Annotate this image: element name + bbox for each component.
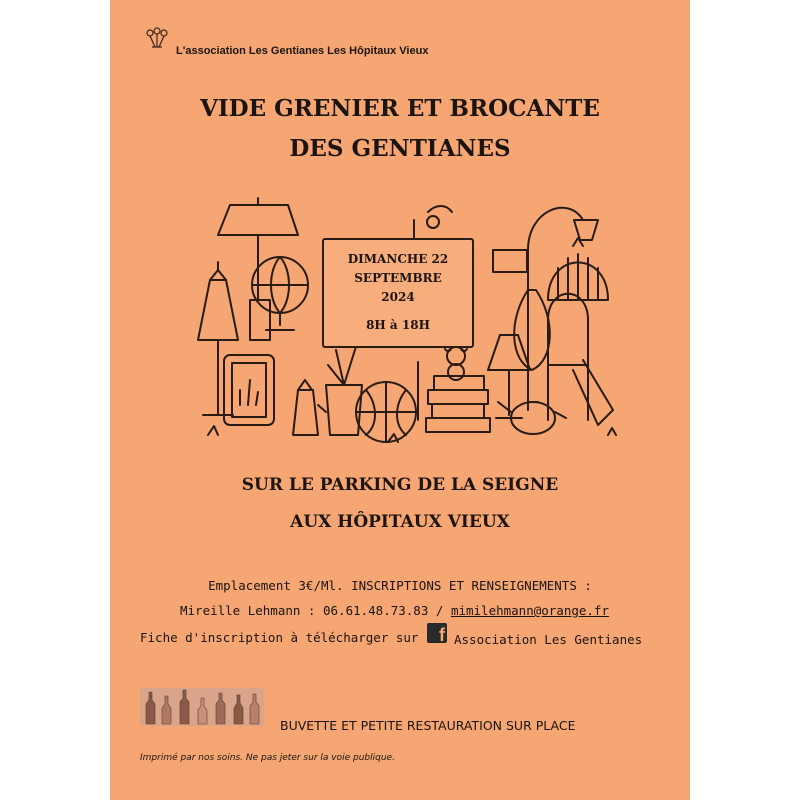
location-line-1: SUR LE PARKING DE LA SEIGNE bbox=[241, 475, 559, 495]
title-line-1: VIDE GRENIER ET BROCANTE bbox=[200, 95, 600, 122]
facebook-page-name: Association Les Gentianes bbox=[454, 632, 643, 647]
footnote: Imprimé par nos soins. Ne pas jeter sur la voie publique. bbox=[140, 753, 395, 763]
facebook-icon: f bbox=[427, 623, 447, 643]
flower-bouquet-icon bbox=[142, 27, 172, 51]
contact-name-phone: Mireille Lehmann : 06.61.48.73.83 / bbox=[180, 603, 444, 618]
location-line-2: AUX HÔPITAUX VIEUX bbox=[290, 512, 510, 532]
sign-hours: 8H à 18H bbox=[366, 318, 430, 332]
sign-day: DIMANCHE 22 bbox=[347, 252, 449, 266]
buvette-text: BUVETTE ET PETITE RESTAURATION SUR PLACE bbox=[280, 718, 576, 733]
sign-year: 2024 bbox=[381, 290, 415, 304]
download-text: Fiche d'inscription à télécharger sur bbox=[140, 630, 419, 645]
sign-month: SEPTEMBRE bbox=[354, 271, 442, 285]
contact-line bbox=[180, 603, 609, 618]
date-sign bbox=[322, 238, 474, 348]
association-name: L'association Les Gentianes Les Hôpitaux Vieux bbox=[176, 45, 429, 57]
title-line-2: DES GENTIANES bbox=[289, 135, 511, 162]
pricing-text: Emplacement 3€/Ml. INSCRIPTIONS ET RENSEIGNEMENTS : bbox=[208, 578, 592, 593]
contact-email[interactable]: mimilehmann@orange.fr bbox=[450, 603, 609, 618]
bottles-picture bbox=[140, 688, 264, 726]
flyer bbox=[110, 0, 690, 800]
